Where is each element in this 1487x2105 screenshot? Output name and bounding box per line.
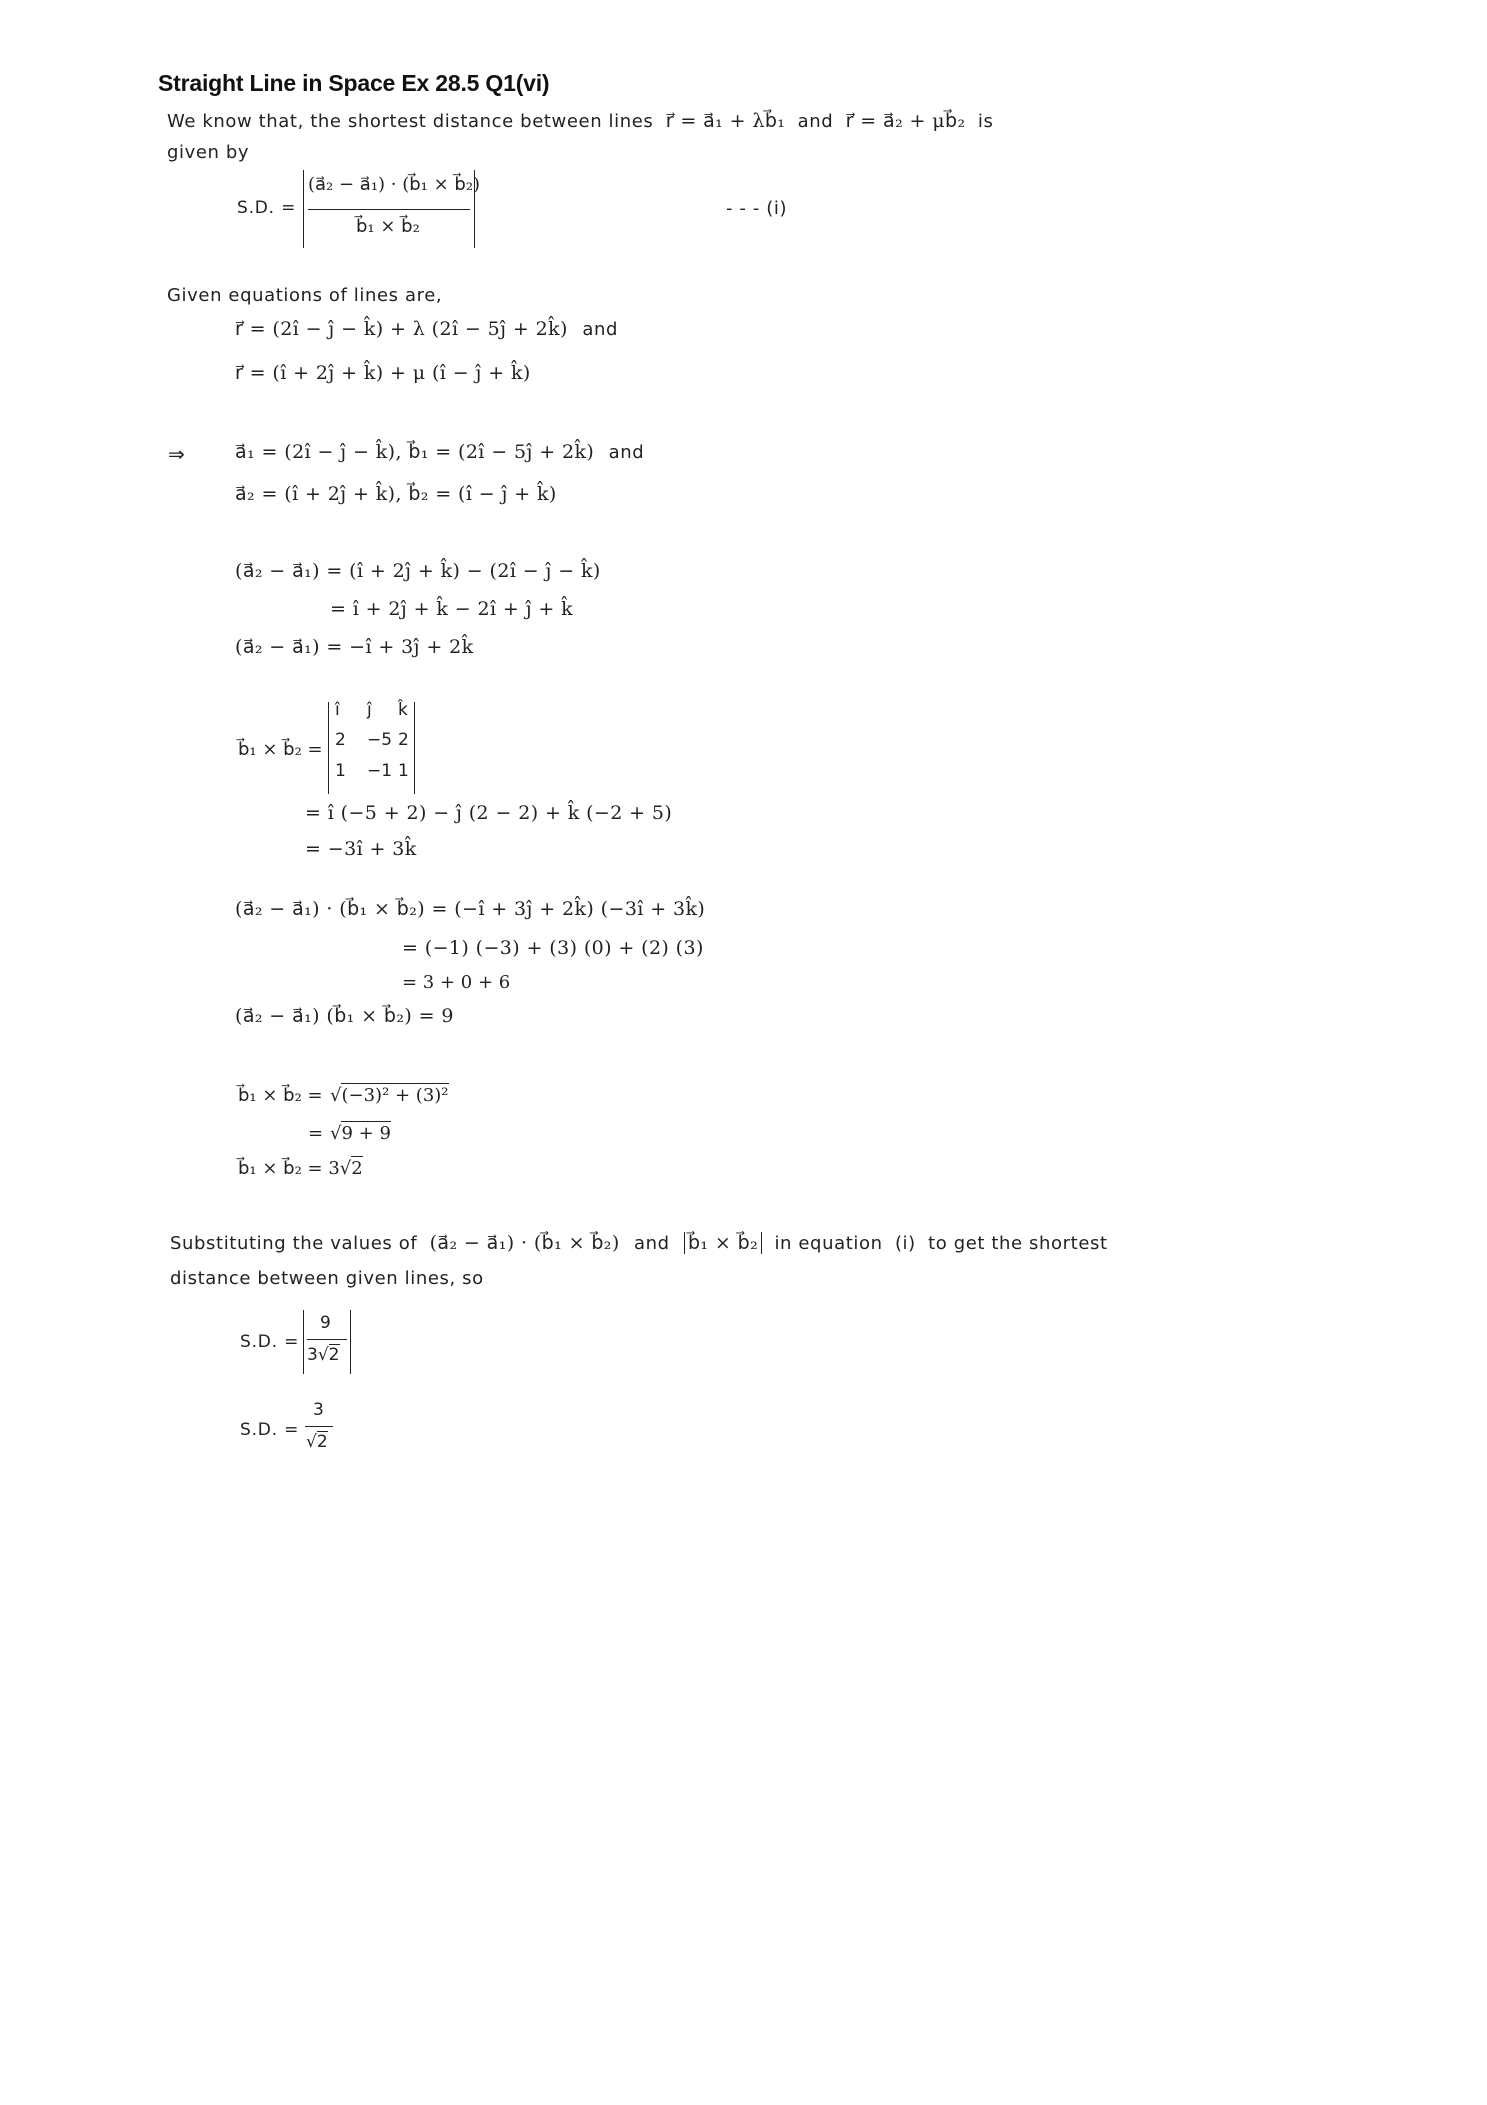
- formula-ref: - - - (i): [726, 198, 788, 219]
- dot-step4: (a⃗₂ − a⃗₁) (b⃗₁ × b⃗₂) = 9: [235, 1005, 454, 1027]
- result2-denominator: √2: [306, 1432, 328, 1452]
- result1-den-radicand: 2: [328, 1345, 340, 1365]
- matrix-cell: 2: [398, 730, 409, 750]
- formula-denominator: b⃗₁ × b⃗₂: [356, 216, 420, 237]
- result1-denominator: 3√2: [307, 1345, 340, 1365]
- diff-step1: (a⃗₂ − a⃗₁) = (î + 2ĵ + k̂) − (2î − ĵ − k̂): [235, 560, 601, 582]
- det-bar-right: [414, 702, 415, 794]
- given-eq1-expr: r⃗ = (2î − ĵ − k̂) + λ (2î − 5ĵ + 2k̂): [235, 318, 568, 340]
- substitute-expr: (a⃗₂ − a⃗₁) · (b⃗₁ × b⃗₂): [429, 1232, 620, 1254]
- intro-eq-line2: r⃗ = a⃗₂ + μb⃗₂: [845, 110, 966, 132]
- intro-text-line2: given by: [167, 142, 250, 163]
- matrix-cell: −5: [367, 730, 393, 750]
- vectors-line1-and: and: [608, 442, 645, 463]
- given-eq1-and: and: [582, 319, 618, 340]
- result2-numerator: 3: [313, 1400, 324, 1420]
- diff-step2: = î + 2ĵ + k̂ − 2î + ĵ + k̂: [330, 598, 574, 620]
- result2-fraction-bar: [305, 1426, 333, 1427]
- result1-label: S.D. =: [240, 1332, 300, 1352]
- result1-numerator: 9: [320, 1313, 331, 1333]
- matrix-cell: 1: [398, 761, 409, 781]
- substitute-expr2: b⃗₁ × b⃗₂: [684, 1232, 762, 1254]
- mag-step2-sqrt: √9 + 9: [330, 1123, 391, 1144]
- substitute-lead: Substituting the values of: [170, 1233, 418, 1254]
- matrix-cell: 1: [335, 761, 346, 781]
- mag-step3-label: b⃗₁ × b⃗₂ = 3: [238, 1158, 340, 1179]
- dot-step2: = (−1) (−3) + (3) (0) + (2) (3): [402, 937, 704, 959]
- matrix-cell: ĵ: [367, 700, 372, 720]
- formula-fraction-bar: [308, 209, 470, 210]
- given-eq1: [235, 318, 618, 340]
- intro-eq-line1: r⃗ = a⃗₁ + λb⃗₁: [665, 110, 786, 132]
- substitute-and: and: [633, 1233, 670, 1254]
- result1-abs-right: [350, 1310, 351, 1374]
- mag-step2-label: =: [308, 1123, 324, 1144]
- substitute-line2: distance between given lines, so: [170, 1268, 484, 1289]
- det-bar-left: [328, 702, 329, 794]
- intro-and: and: [797, 111, 834, 132]
- intro-lead: We know that, the shortest distance between lines: [167, 111, 654, 132]
- cross-step1: = î (−5 + 2) − ĵ (2 − 2) + k̂ (−2 + 5): [305, 802, 673, 824]
- formula-label: S.D. =: [237, 198, 297, 218]
- dot-step3: = 3 + 0 + 6: [402, 972, 511, 993]
- intro-is: is: [977, 111, 994, 132]
- vectors-line1: [235, 441, 644, 463]
- matrix-cell: −1: [367, 761, 393, 781]
- substitute-tail: to get the shortest: [928, 1233, 1108, 1254]
- result1-fraction-bar: [307, 1339, 347, 1340]
- mag-step3-radicand: 2: [351, 1158, 363, 1179]
- given-eq2: r⃗ = (î + 2ĵ + k̂) + μ (î − ĵ + k̂): [235, 362, 531, 384]
- mag-step1-label: b⃗₁ × b⃗₂ =: [238, 1085, 323, 1106]
- dot-step1: (a⃗₂ − a⃗₁) · (b⃗₁ × b⃗₂) = (−î + 3ĵ + 2k̂) (−3î + 3k̂): [235, 898, 706, 920]
- mag-step1-radicand: (−3)² + (3)²: [341, 1085, 449, 1106]
- cross-label: b⃗₁ × b⃗₂ =: [238, 739, 323, 760]
- mag-step2-radicand: 9 + 9: [341, 1123, 391, 1144]
- cross-step2: = −3î + 3k̂: [305, 838, 417, 860]
- result2-label: S.D. =: [240, 1420, 300, 1440]
- diff-step3: (a⃗₂ − a⃗₁) = −î + 3ĵ + 2k̂: [235, 636, 474, 658]
- mag-step1-sqrt: √(−3)² + (3)²: [330, 1085, 449, 1106]
- given-heading: Given equations of lines are,: [167, 285, 443, 306]
- implies-arrow: ⇒: [168, 442, 186, 466]
- vectors-line2: a⃗₂ = (î + 2ĵ + k̂), b⃗₂ = (î − ĵ + k̂): [235, 483, 557, 505]
- vectors-line1-expr: a⃗₁ = (2î − ĵ − k̂), b⃗₁ = (2î − 5ĵ + 2k̂): [235, 441, 595, 463]
- result2-den-radicand: 2: [316, 1432, 328, 1452]
- intro-text-line1: [167, 110, 993, 132]
- result1-den-coef: 3: [307, 1345, 318, 1365]
- matrix-cell: k̂: [398, 700, 408, 720]
- substitute-mid: in equation: [774, 1233, 883, 1254]
- mag-step3: b⃗₁ × b⃗₂ = 3√2: [238, 1158, 363, 1179]
- matrix-cell: 2: [335, 730, 346, 750]
- formula-abs-left: [303, 170, 304, 248]
- substitute-ref: (i): [894, 1233, 916, 1254]
- matrix-cell: î: [335, 700, 340, 720]
- formula-numerator: (a⃗₂ − a⃗₁) · (b⃗₁ × b⃗₂): [308, 174, 481, 195]
- substitute-line1: [170, 1232, 1108, 1254]
- page-title: Straight Line in Space Ex 28.5 Q1(vi): [158, 70, 550, 96]
- result1-abs-left: [303, 1310, 304, 1374]
